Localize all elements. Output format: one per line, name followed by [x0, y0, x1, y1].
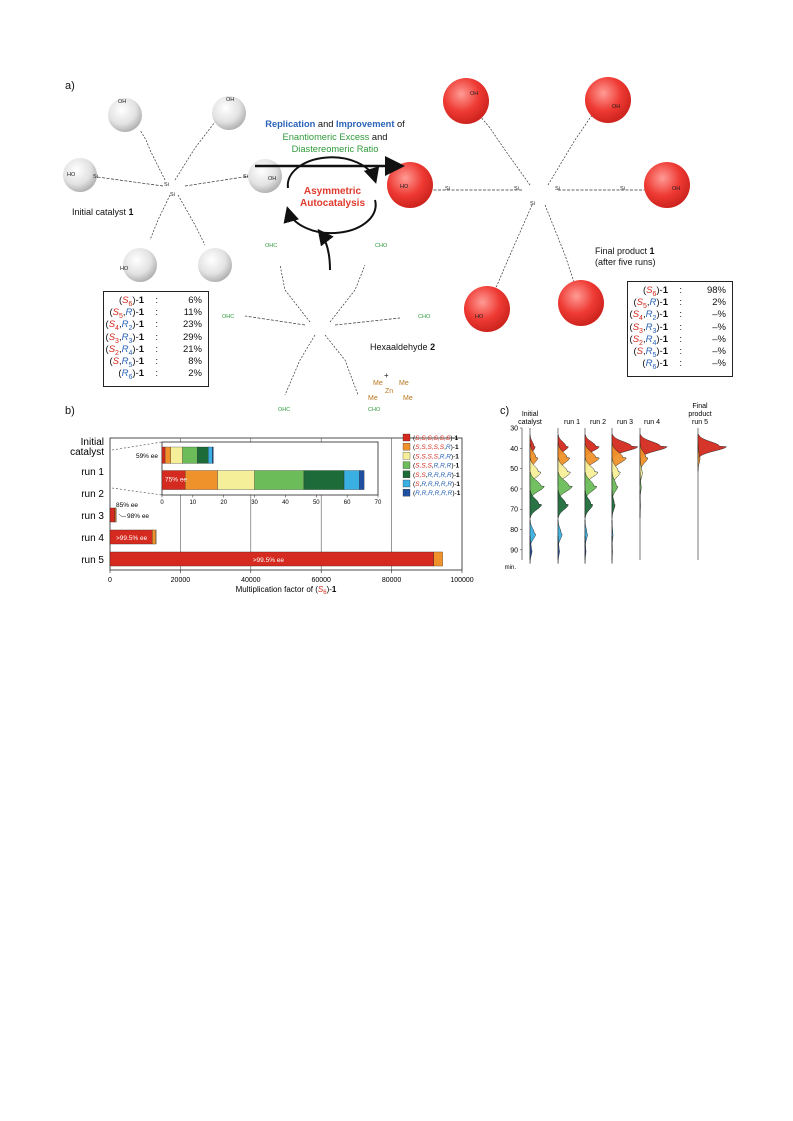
isomer-name: $(S_2,R_4)-1$ [105, 343, 144, 357]
legend-swatch [403, 489, 410, 496]
svg-text:Si: Si [243, 174, 248, 180]
svg-text:Me: Me [368, 395, 378, 402]
y-tick-label: 30 [510, 425, 518, 433]
svg-text:HO: HO [120, 266, 129, 272]
isomer-name: $(S_3,R_3)-1$ [629, 321, 668, 335]
multiplication-factor-chart [0, 410, 500, 596]
percentage-value: –% [712, 309, 726, 321]
inset-x-tick-label: 60 [343, 500, 351, 506]
composition-row [628, 358, 732, 370]
separator: : [679, 345, 682, 357]
inset-x-tick-label: 30 [251, 500, 258, 506]
legend-swatch [403, 480, 410, 487]
chromatogram-peak [698, 435, 726, 458]
separator: : [679, 333, 682, 345]
category-label: Initial catalyst [70, 437, 104, 458]
composition-row [104, 368, 208, 380]
svg-text:Me: Me [399, 380, 409, 387]
panel-c-label: c) [500, 405, 510, 417]
composition-row [628, 309, 732, 321]
legend-swatch [403, 434, 410, 441]
panel-a-label: a) [65, 80, 75, 92]
inset-connector [112, 488, 162, 495]
bar-segment [110, 508, 115, 522]
hexaaldehyde-label: Hexaaldehyde 2 [370, 342, 436, 352]
isomer-name: $(S,R_5)-1$ [633, 345, 668, 359]
y-tick-label: 40 [510, 445, 518, 453]
inset-bar-segment [359, 471, 364, 490]
isomer-name: $(S_6)-1$ [642, 285, 668, 298]
bar-segment [152, 530, 156, 544]
separator: : [155, 331, 158, 343]
svg-text:Me: Me [373, 380, 383, 387]
separator: : [155, 319, 158, 331]
legend-swatch [403, 452, 410, 459]
svg-text:OH: OH [470, 91, 479, 97]
svg-text:Si: Si [164, 182, 169, 188]
percentage-value: 6% [188, 295, 202, 306]
isomer-name: $(S,R_5)-1$ [109, 355, 144, 369]
final-product-composition-table [627, 281, 733, 377]
separator: : [679, 358, 682, 370]
isomer-name: $(R_6)-1$ [118, 368, 144, 382]
svg-text:OHC: OHC [222, 314, 235, 320]
percentage-value: –% [712, 358, 726, 370]
autocatalysis-cycle [288, 157, 376, 270]
initial-catalyst-structure [90, 122, 250, 245]
legend-entry: (S,R,R,R,R,R)-1 [413, 481, 460, 488]
x-tick-label: 0 [108, 577, 112, 584]
isomer-name: $(S_5,R)-1$ [633, 297, 668, 311]
final-product-label: Final product 1 (after five runs) [595, 246, 656, 267]
hplc-chromatogram-chart [490, 403, 750, 585]
svg-text:OH: OH [118, 99, 127, 105]
percentage-value: –% [712, 321, 726, 333]
x-tick-label: 100000 [450, 577, 474, 584]
svg-text:Si: Si [620, 186, 625, 192]
percentage-value: 23% [182, 319, 202, 331]
inset-x-tick-label: 0 [160, 500, 164, 506]
x-axis-label: Multiplication factor of $(S_6)-1$ [235, 585, 337, 596]
composition-row [104, 332, 208, 344]
svg-text:Me: Me [403, 395, 413, 402]
inset-bar-segment [165, 447, 171, 463]
y-axis-unit: min. [504, 565, 516, 571]
separator: : [679, 285, 682, 296]
isomer-name: $(S_2,R_4)-1$ [629, 333, 668, 347]
hexaaldehyde-structure [245, 265, 400, 395]
svg-text:OH: OH [672, 186, 681, 192]
isomer-name: $(S_5,R)-1$ [109, 307, 144, 321]
separator: : [155, 295, 158, 306]
inset-ee-label: 75% ee [165, 476, 188, 484]
svg-text:OH: OH [268, 176, 277, 182]
percentage-value: 98% [706, 285, 726, 296]
inset-bar-segment [171, 447, 183, 463]
inset-x-tick-label: 40 [282, 500, 289, 506]
panel-b-label: b) [65, 405, 75, 417]
svg-text:Si: Si [170, 192, 175, 198]
isomer-name: $(S_4,R_2)-1$ [629, 309, 668, 323]
plus-sign: + [384, 371, 389, 380]
separator: : [155, 355, 158, 367]
legend-entry: (S,S,R,R,R,R)-1 [413, 471, 460, 479]
column-header: Initial catalyst [518, 411, 542, 426]
percentage-value: –% [712, 333, 726, 345]
ee-annotation: 98% ee [127, 513, 150, 520]
composition-row [628, 334, 732, 346]
inset-bar-segment [183, 447, 198, 463]
legend-entry: (S,S,S,S,S,S)-1 [413, 435, 459, 442]
inset-connector [112, 442, 162, 450]
inset-x-tick-label: 70 [374, 500, 382, 506]
legend-entry: (S,S,S,S,S,R)-1 [413, 444, 459, 452]
composition-row [628, 285, 732, 297]
inset-bar-segment [162, 447, 165, 463]
inset-x-tick-label: 10 [189, 500, 197, 506]
initial-catalyst-label: Initial catalyst 1 [72, 207, 134, 217]
inset-bar-segment [304, 471, 344, 490]
svg-text:HO: HO [475, 314, 484, 320]
inset-x-tick-label: 20 [220, 500, 228, 506]
svg-text:Si: Si [514, 186, 519, 192]
percentage-value: 2% [188, 368, 202, 380]
y-tick-label: 70 [510, 506, 518, 514]
legend-swatch [403, 443, 410, 450]
y-tick-label: 50 [510, 466, 518, 474]
ee-annotation: >99.5% ee [252, 557, 285, 564]
composition-row [104, 319, 208, 331]
svg-text:OHC: OHC [265, 243, 278, 249]
svg-text:CHO: CHO [368, 407, 381, 413]
inset-bar-segment [208, 447, 212, 463]
initial-catalyst-composition-table [103, 291, 209, 387]
percentage-value: 8% [188, 355, 202, 367]
svg-text:OH: OH [226, 97, 235, 103]
inset-bar-segment [197, 447, 208, 463]
legend-entry: (S,S,S,S,R,R)-1 [413, 453, 459, 461]
composition-row [104, 356, 208, 368]
percentage-value: 11% [183, 307, 202, 319]
composition-row [628, 322, 732, 334]
composition-row [104, 307, 208, 319]
svg-text:Si: Si [530, 201, 535, 207]
isomer-name: $(R_6)-1$ [642, 358, 668, 372]
category-label: run 5 [81, 555, 104, 566]
composition-row [628, 346, 732, 358]
isomer-name: $(S_3,R_3)-1$ [105, 331, 144, 345]
svg-text:Si: Si [555, 186, 560, 192]
separator: : [155, 343, 158, 355]
inset-bar-segment [255, 471, 304, 490]
inset-bar-segment [212, 447, 213, 463]
svg-text:Zn: Zn [385, 388, 394, 395]
category-label: run 4 [81, 533, 104, 544]
x-tick-label: 80000 [381, 577, 402, 584]
category-label: run 1 [81, 467, 104, 478]
chromatogram-peak [585, 490, 593, 517]
percentage-value: 2% [712, 297, 726, 309]
chromatogram-peak [530, 490, 542, 517]
hexaaldehyde-cho-labels [222, 243, 431, 413]
column-header: run 2 [590, 419, 606, 426]
legend-swatch [403, 471, 410, 478]
column-header: run 1 [564, 419, 580, 426]
category-label: run 2 [81, 489, 104, 500]
svg-text:Si: Si [93, 174, 98, 180]
inset-bar-segment [218, 471, 255, 490]
chromatogram-peak [558, 490, 568, 517]
column-header: run 4 [644, 419, 660, 426]
separator: : [679, 321, 682, 333]
annotation-arrow [119, 514, 126, 517]
svg-text:CHO: CHO [375, 243, 388, 249]
column-header: run 3 [617, 419, 633, 426]
inset-ee-label: 59% ee [135, 453, 158, 460]
composition-row [104, 295, 208, 307]
separator: : [155, 307, 158, 319]
separator: : [155, 368, 158, 380]
inset-bar-segment [344, 471, 359, 490]
x-tick-label: 20000 [170, 577, 191, 584]
svg-text:Si: Si [445, 186, 450, 192]
legend-swatch [403, 462, 410, 469]
y-tick-label: 60 [510, 486, 518, 494]
inset-bar-segment [185, 471, 217, 490]
isomer-name: $(S_6)-1$ [118, 295, 144, 308]
ee-annotation: >99.5% ee [116, 535, 148, 542]
y-tick-label: 90 [510, 547, 518, 555]
bar-segment [156, 530, 157, 544]
legend-entry: (R,R,R,R,R,R)-1 [413, 490, 461, 498]
separator: : [679, 297, 682, 309]
isomer-name: $(S_4,R_2)-1$ [105, 319, 144, 333]
diethylzinc [368, 380, 413, 402]
composition-row [628, 297, 732, 309]
separator: : [679, 309, 682, 321]
svg-text:OH: OH [612, 104, 621, 110]
cycle-caption: Asymmetric Autocatalysis [299, 186, 366, 209]
svg-text:OHC: OHC [278, 407, 291, 413]
composition-row [104, 344, 208, 356]
percentage-value: –% [712, 345, 726, 357]
percentage-value: 29% [182, 331, 202, 343]
column-header: Final product run 5 [688, 403, 712, 426]
category-label: run 3 [81, 511, 104, 522]
x-tick-label: 40000 [241, 577, 261, 584]
y-tick-label: 80 [510, 527, 518, 535]
ee-annotation: 85% ee [116, 502, 139, 509]
percentage-value: 21% [182, 343, 202, 355]
legend-entry: (S,S,S,R,R,R)-1 [413, 462, 460, 470]
bar-segment [115, 508, 116, 522]
arrow-caption: Replication and Improvement of Enantiomeric Excess and Diastereomeric Ratio [265, 119, 405, 154]
x-tick-label: 60000 [311, 577, 331, 584]
svg-text:HO: HO [400, 184, 409, 190]
svg-text:CHO: CHO [418, 314, 431, 320]
bar-segment [434, 552, 443, 566]
svg-text:HO: HO [67, 172, 76, 178]
inset-x-tick-label: 50 [312, 500, 320, 506]
